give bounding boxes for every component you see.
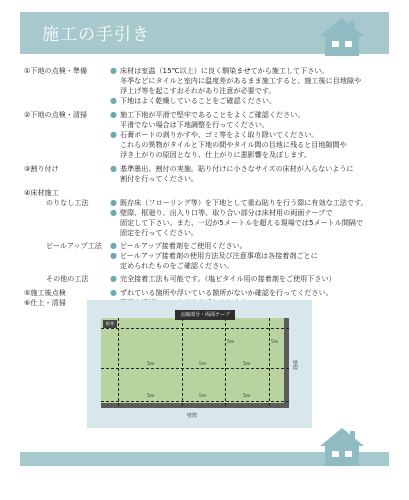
- wall-label-bottom: 壁際: [187, 413, 198, 419]
- tape-line: [225, 318, 226, 406]
- bullet-icon: ●: [110, 288, 117, 297]
- item-text: 浮き上がりの原因となり、仕上がりに悪影響を及ぼします。: [120, 150, 311, 159]
- section-clean: [24, 110, 384, 160]
- item-text: 石膏ボードの剥りかすや、ゴミ等をよく取り除いてください。: [120, 130, 319, 139]
- item-text: 平滑でない場合は下地調整を行ってください。: [120, 120, 269, 129]
- wall-bottom: [101, 403, 289, 408]
- section-label: ⑥仕上・清掃: [24, 298, 66, 307]
- tape-line: [118, 318, 119, 406]
- wall-label-right: 壁際: [292, 360, 298, 370]
- span-label: 5m: [199, 362, 207, 367]
- item-text: 床材は室温（15℃以上）に良く馴染ませてから施工して下さい。: [120, 66, 329, 75]
- item-text: 浮上げ等を起こすおそれがあり注意が必要です。: [120, 86, 276, 95]
- section-layout: [24, 164, 384, 184]
- bullet-icon: ●: [110, 208, 117, 217]
- item-text: 基準墨出、割付の実施。貼り付けに小さなサイズの床材が入らないように: [120, 164, 354, 173]
- item-text: 下地はよく乾燥していることをご確認ください。: [120, 96, 277, 105]
- bullet-icon: ●: [110, 198, 117, 207]
- section-install: [24, 188, 384, 284]
- page-title: 施工の手引き: [42, 25, 150, 45]
- section-prep: [24, 66, 384, 106]
- item-text: 完全接着工法も可能です。（塩ビタイル用の接着剤をご使用下さい）: [120, 274, 336, 283]
- tape-line: [101, 401, 289, 402]
- span-label: 5m: [243, 362, 251, 367]
- span-label: 5m: [147, 394, 155, 399]
- bullet-icon: ●: [110, 241, 117, 250]
- item-text: 定められたものをご確認ください。: [120, 261, 234, 270]
- span-label: 5m: [243, 394, 251, 399]
- item-text: 冬季などにタイルと室内に温度差があるまま施工すると、施工後に目地隙や: [120, 76, 362, 85]
- bullet-icon: ●: [110, 251, 117, 260]
- section-label: ④床材施工: [24, 188, 59, 197]
- item-text: 既存床（フローリング等）を下地として重ね貼りを行う際に有効な工法です。: [120, 198, 368, 207]
- item-text: 固定して下さい。また、一辺が5メートルを超える現場では5メートル間隔で: [120, 218, 364, 227]
- bullet-icon: ●: [110, 164, 117, 173]
- item-text: 施工下地が平滑で堅牢であることをよくご確認ください。: [120, 110, 305, 119]
- span-label: 5m: [199, 394, 207, 399]
- bullet-icon: ●: [110, 66, 117, 75]
- tape-line: [101, 328, 289, 329]
- wall-right: [284, 318, 289, 403]
- item-text: 割付を行ってください。: [120, 174, 199, 183]
- span-label: 5m: [271, 340, 279, 345]
- section-label: ②下地の点検・清掃: [24, 110, 88, 119]
- method-label: のりなし工法: [46, 198, 89, 207]
- bullet-icon: ●: [110, 274, 117, 283]
- item-text: 固定を行ってください。: [120, 228, 199, 237]
- floor-field: [101, 318, 284, 403]
- tape-label: 点線部分・両面テープ: [175, 310, 235, 320]
- section-label: ⑤施工後点検: [24, 288, 66, 297]
- item-text: ずれている箇所や浮いている箇所がないか確認を行ってください。: [120, 288, 333, 297]
- house-icon: [320, 428, 364, 466]
- house-icon: [320, 18, 364, 56]
- bullet-icon: ●: [110, 110, 117, 119]
- bullet-icon: ●: [110, 96, 117, 105]
- tape-line: [182, 318, 183, 406]
- item-text: これらの異物がタイルと下地の間やタイル間の目地に残ると目地隙間や: [120, 140, 347, 149]
- span-label: 5m: [147, 362, 155, 367]
- tape-line: [269, 318, 270, 406]
- item-text: 壁際、框廻り、出入り口等、取り合い部分は床材用の両面テープで: [120, 208, 333, 217]
- tape-line: [101, 368, 289, 369]
- method-label: その他の工法: [46, 274, 89, 283]
- door-label: 框等: [103, 320, 117, 328]
- section-label: ①下地の点検・準備: [24, 66, 88, 75]
- item-text: ピールアップ接着剤をご使用ください。: [120, 241, 247, 250]
- instructions: [24, 66, 384, 308]
- method-label: ピールアップ工法: [46, 241, 102, 250]
- layout-diagram: [87, 300, 312, 428]
- section-label: ③割り付け: [24, 164, 59, 173]
- bullet-icon: ●: [110, 130, 117, 139]
- span-label: 5m: [227, 340, 235, 345]
- item-text: ピールアップ接着剤の使用方法及び注意事項は各接着剤ごとに: [120, 251, 318, 260]
